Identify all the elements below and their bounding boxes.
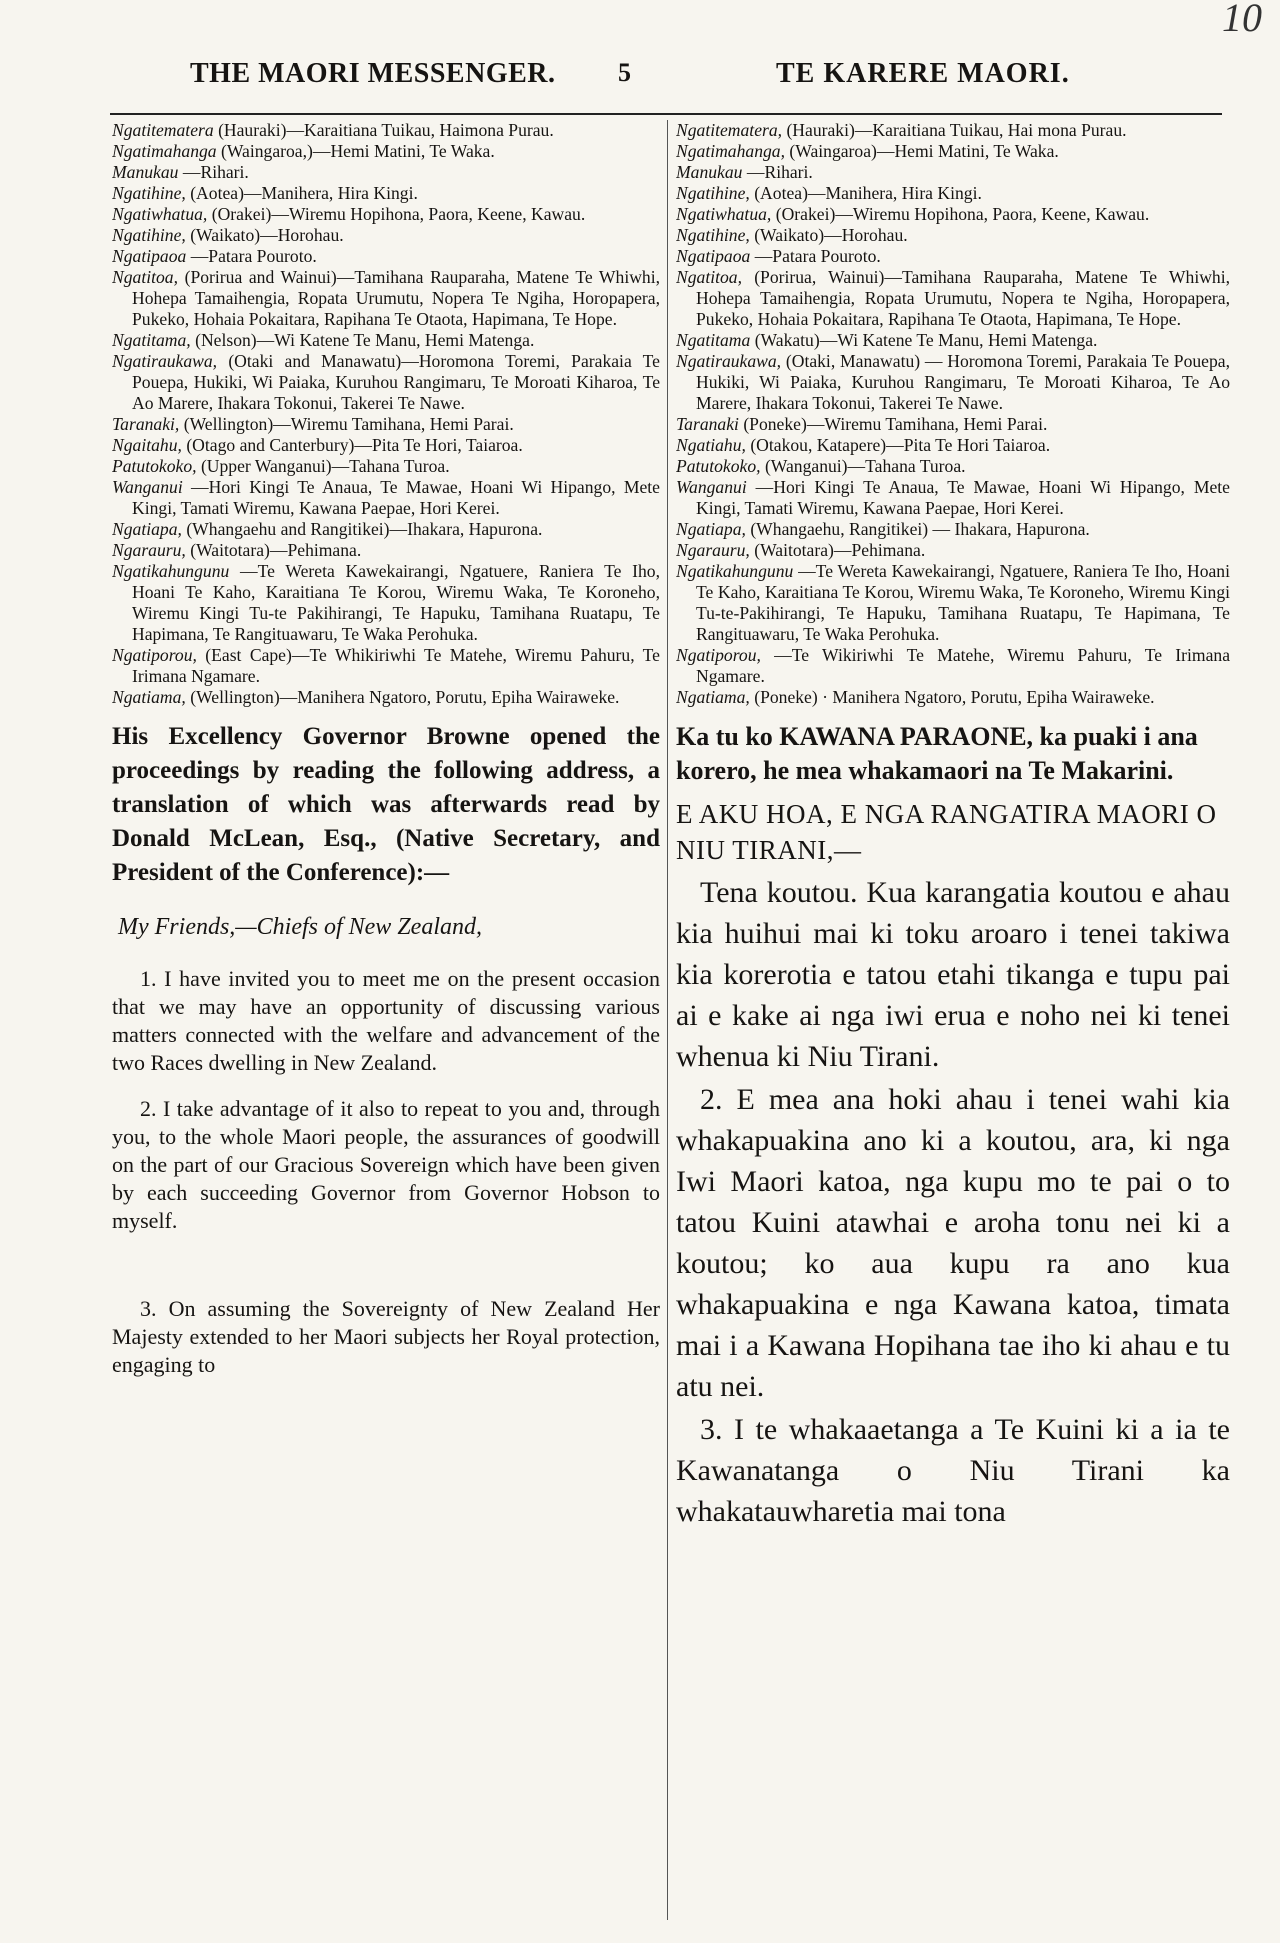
attendee-entry — [112, 540, 660, 561]
page-header — [110, 58, 1230, 98]
attendee-entry — [112, 162, 660, 183]
tribe-name: Manukau — [112, 162, 179, 182]
attendee-names: (Waingaroa)—Hemi Matini, Te Waka. — [789, 141, 1059, 161]
attendee-names: (Otakou, Katapere)—Pita Te Hori Taiaroa. — [750, 435, 1051, 455]
tribe-name: Ngatitematera, — [676, 120, 783, 140]
tribe-name: Ngatiwhatua, — [676, 204, 772, 224]
attendee-names: (Wanganui)—Tahana Turoa. — [764, 456, 966, 476]
attendee-entry — [676, 267, 1230, 330]
attendee-names: —Te Wikiriwhi Te Matehe, Wiremu Pahuru, Te Irimana Ngamare. — [696, 645, 1230, 686]
tribe-name: Patutokoko, — [112, 456, 197, 476]
tribe-name: Ngatikahungunu — [676, 561, 794, 581]
attendee-names: (Nelson)—Wi Katene Te Manu, Hemi Matenga. — [195, 330, 535, 350]
attendee-names: (Orakei)—Wiremu Hopihona, Paora, Keene, Kawau. — [211, 204, 586, 224]
attendee-names: (Waitotara)—Pehimana. — [190, 540, 362, 560]
attendee-entry — [112, 645, 660, 687]
attendee-names: (Porirua and Wainui)—Tamihana Rauparaha, Matene Te Whiwhi, Hohepa Tamaihengia, Ropata Urumutu, Nopera Te Ngiha, Horopapera, Pukeko, Hohaia Pokaitara, Rapihana Te Otaota, Hapimana, Te Hope. — [132, 267, 660, 329]
attendee-names: (Whangaehu and Rangitikei)—Ihakara, Hapurona. — [186, 519, 543, 539]
tribe-name: Ngatipaoa — [112, 246, 187, 266]
english-paragraph-3: 3. On assuming the Sovereignty of New Zealand Her Majesty extended to her Maori subjects her Royal protection, engaging to — [112, 1296, 660, 1377]
english-paragraph-2: 2. I take advantage of it also to repeat to you and, through you, to the whole Maori people, the assurances of goodwill on the part of our Gracious Sovereign which have been given by each succeeding Governor from Governor Hobson to myself. — [112, 1096, 660, 1233]
attendee-entry — [112, 561, 660, 645]
tribe-name: Ngatihine, — [676, 183, 750, 203]
attendee-names: (Aotea)—Manihera, Hira Kingi. — [754, 183, 982, 203]
tribe-name: Ngatitematera — [112, 120, 214, 140]
tribe-name: Ngatiraukawa, — [112, 351, 218, 371]
tribe-name: Ngatihine, — [676, 225, 750, 245]
attendee-entry — [676, 225, 1230, 246]
attendee-entry — [112, 519, 660, 540]
page-mark: 10 — [1222, 0, 1262, 40]
attendee-entry — [676, 141, 1230, 162]
tribe-name: Ngatihine, — [112, 225, 186, 245]
tribe-name: Taranaki, — [112, 414, 180, 434]
attendee-entry — [112, 351, 660, 414]
maori-attendee-list — [676, 120, 1230, 708]
maori-title: TE KARERE MAORI. — [776, 58, 1070, 89]
attendee-names: (Otaki, Manawatu) — Horomona Toremi, Parakaia Te Pouepa, Hukiki, Wi Paiaka, Kuruhou Rangimaru, Te Moroati Kiharoa, Te Ao Marere, Ihakara Tokonui, Takerei Te Nawe. — [696, 351, 1230, 413]
attendee-names: (Waikato)—Horohau. — [190, 225, 344, 245]
attendee-entry — [676, 687, 1230, 708]
tribe-name: Ngatiahu, — [676, 435, 746, 455]
attendee-names: (Aotea)—Manihera, Hira Kingi. — [190, 183, 418, 203]
attendee-entry — [676, 519, 1230, 540]
attendee-entry — [676, 204, 1230, 225]
attendee-entry — [676, 183, 1230, 204]
attendee-names: (Wellington)—Wiremu Tamihana, Hemi Parai. — [183, 414, 514, 434]
attendee-entry — [112, 246, 660, 267]
tribe-name: Patutokoko, — [676, 456, 761, 476]
attendee-names: (East Cape)—Te Whikiriwhi Te Matehe, Wiremu Pahuru, Te Irimana Ngamare. — [132, 645, 660, 686]
english-title: THE MAORI MESSENGER. — [190, 58, 556, 89]
attendee-names: (Wakatu)—Wi Katene Te Manu, Hemi Matenga. — [754, 330, 1098, 350]
attendee-entry — [112, 477, 660, 519]
attendee-entry — [676, 330, 1230, 351]
tribe-name: Wanganui — [676, 477, 747, 497]
attendee-entry — [676, 456, 1230, 477]
attendee-names: —Patara Pouroto. — [190, 246, 317, 266]
attendee-names: —Te Wereta Kawekairangi, Ngatuere, Raniera Te Iho, Hoani Te Kaho, Karaitiana Te Korou, Wiremu Waka, Te Koroneho, Wiremu Kingi Tu-te Pakihirangi, Te Hapuku, Tamihana Ruatapu, Te Hapimana, Te Rangituawaru, Te Waka Perohuka. — [132, 561, 660, 644]
tribe-name: Ngatipaoa — [676, 246, 751, 266]
tribe-name: Ngatiporou, — [112, 645, 197, 665]
tribe-name: Ngatiapa, — [112, 519, 182, 539]
tribe-name: Wanganui — [112, 477, 183, 497]
attendee-names: —Rihari. — [182, 162, 249, 182]
attendee-entry — [112, 435, 660, 456]
tribe-name: Ngatiraukawa, — [676, 351, 782, 371]
attendee-names: (Poneke) · Manihera Ngatoro, Porutu, Epiha Wairaweke. — [754, 687, 1155, 707]
tribe-name: Ngatitoa, — [676, 267, 742, 287]
attendee-names: —Rihari. — [746, 162, 813, 182]
tribe-name: Ngatihine, — [112, 183, 186, 203]
tribe-name: Ngatimahanga — [112, 141, 217, 161]
column-divider — [667, 120, 668, 1920]
tribe-name: Manukau — [676, 162, 743, 182]
header-rule — [110, 113, 1222, 115]
attendee-entry — [112, 267, 660, 330]
tribe-name: Ngatiporou, — [676, 645, 761, 665]
attendee-entry — [676, 561, 1230, 645]
tribe-name: Ngatitama — [676, 330, 751, 350]
attendee-entry — [112, 183, 660, 204]
attendee-entry — [112, 225, 660, 246]
attendee-names: (Poneke)—Wiremu Tamihana, Hemi Parai. — [743, 414, 1048, 434]
attendee-names: (Orakei)—Wiremu Hopihona, Paora, Keene, Kawau. — [775, 204, 1150, 224]
attendee-names: (Upper Wanganui)—Tahana Turoa. — [200, 456, 450, 476]
maori-paragraph-2: 2. E mea ana hoki ahau i tenei wahi kia whakapuakina ano ki a koutou, ara, ki nga Iwi Maori katoa, nga kupu mo te pai o to tatou Kuini atawhai e aroha tonu nei ki a koutou; ko aua kupu ra ano kua whakapuakina e nga Kawana katoa, timata mai i a Kawana Hopihana tae iho ki ahau e tu atu nei. — [676, 1083, 1230, 1403]
attendee-names: (Otago and Canterbury)—Pita Te Hori, Taiaroa. — [186, 435, 523, 455]
tribe-name: Ngatimahanga, — [676, 141, 785, 161]
attendee-names: (Waingaroa,)—Hemi Matini, Te Waka. — [221, 141, 495, 161]
maori-paragraph-3: 3. I te whakaaetanga a Te Kuini ki a ia te Kawanatanga o Niu Tirani ka whakatauwharetia mai tona — [676, 1413, 1230, 1528]
attendee-entry — [112, 141, 660, 162]
attendee-names: —Hori Kingi Te Anaua, Te Mawae, Hoani Wi Hipango, Mete Kingi, Tamati Wiremu, Kawana Paepae, Hori Kerei. — [132, 477, 660, 518]
tribe-name: Taranaki — [676, 414, 739, 434]
attendee-entry — [676, 414, 1230, 435]
attendee-entry — [676, 162, 1230, 183]
maori-paragraph-1: Tena koutou. Kua karangatia koutou e ahau kia huihui mai ki toku aroaro i tenei takiwa kia korerotia e tatou etahi tikanga e tupu pai ai e kake ai nga iwi erua e noho nei ki tenei whenua ki Niu Tirani. — [676, 876, 1230, 1073]
attendee-names: (Wellington)—Manihera Ngatoro, Porutu, Epiha Wairaweke. — [190, 687, 620, 707]
english-column — [112, 120, 660, 1920]
attendee-names: (Otaki and Manawatu)—Horomona Toremi, Parakaia Te Pouepa, Hukiki, Wi Paiaka, Kuruhou Rangimaru, Te Moroati Kiharoa, Te Ao Marere, Ihakara Tokonui, Takerei Te Nawe. — [132, 351, 660, 413]
attendee-entry — [112, 330, 660, 351]
attendee-names: —Hori Kingi Te Anaua, Te Mawae, Hoani Wi Hipango, Mete Kingi, Tamati Wiremu, Kawana Paepae, Hori Kerei. — [696, 477, 1230, 518]
tribe-name: Ngatiapa, — [676, 519, 746, 539]
attendee-entry — [676, 435, 1230, 456]
attendee-entry — [112, 456, 660, 477]
attendee-entry — [112, 414, 660, 435]
attendee-names: (Hauraki)—Karaitiana Tuikau, Hai mona Purau. — [786, 120, 1127, 140]
attendee-names: —Te Wereta Kawekairangi, Ngatuere, Raniera Te Iho, Hoani Te Kaho, Karaitiana Te Korou, Wiremu Waka, Te Koroneho, Wiremu Kingi Tu-te-Pakihirangi, Te Hapuku, Tamihana Ruatapu, Te Hapimana, Te Rangituawaru, Te Waka Perohuka. — [696, 561, 1230, 644]
tribe-name: Ngatiama, — [676, 687, 750, 707]
tribe-name: Ngatitama, — [112, 330, 191, 350]
attendee-entry — [676, 477, 1230, 519]
attendee-names: (Porirua, Wainui)—Tamihana Rauparaha, Matene Te Whiwhi, Hohepa Tamaihengia, Ropata Urumutu, Nopera te Ngiha, Horopapera, Pukeko, Hohaia Pokaitara, Rapihana Te Otaota, Hapimana, Te Hope. — [696, 267, 1230, 329]
tribe-name: Ngaitahu, — [112, 435, 182, 455]
tribe-name: Ngatitoa, — [112, 267, 178, 287]
tribe-name: Ngarauru, — [676, 540, 750, 560]
maori-column — [676, 120, 1230, 1920]
attendee-names: (Whangaehu, Rangitikei) — Ihakara, Hapurona. — [750, 519, 1090, 539]
attendee-names: —Patara Pouroto. — [754, 246, 881, 266]
attendee-entry — [676, 540, 1230, 561]
attendee-names: (Waitotara)—Pehimana. — [754, 540, 926, 560]
attendee-names: (Hauraki)—Karaitiana Tuikau, Haimona Purau. — [218, 120, 554, 140]
tribe-name: Ngatiama, — [112, 687, 186, 707]
page-number: 5 — [618, 58, 631, 87]
english-paragraph-1: 1. I have invited you to meet me on the present occasion that we may have an opportunity of discussing various matters connected with the welfare and advancement of the two Races dwelling in New Zealand. — [112, 966, 660, 1075]
english-attendee-list — [112, 120, 660, 708]
tribe-name: Ngarauru, — [112, 540, 186, 560]
attendee-entry — [676, 120, 1230, 141]
tribe-name: Ngatikahungunu — [112, 561, 230, 581]
tribe-name: Ngatiwhatua, — [112, 204, 208, 224]
english-lead-paragraph: His Excellency Governor Browne opened the proceedings by reading the following address, a translation of which was afterwards read by Donald McLean, Esq., (Native Secretary, and President of the Conference):— — [112, 723, 660, 886]
attendee-entry — [112, 120, 660, 141]
attendee-entry — [112, 204, 660, 225]
maori-heading: Ka tu ko KAWANA PARAONE, ka puaki i ana korero, he mea whakamaori na Te Makarini. — [676, 722, 1198, 785]
attendee-names: (Waikato)—Horohau. — [754, 225, 908, 245]
attendee-entry — [676, 246, 1230, 267]
attendee-entry — [676, 351, 1230, 414]
maori-address: E AKU HOA, E NGA RANGATIRA MAORI O NIU TIRANI,— — [676, 799, 1217, 865]
english-salutation: My Friends,—Chiefs of New Zealand, — [118, 914, 482, 940]
attendee-entry — [676, 645, 1230, 687]
attendee-entry — [112, 687, 660, 708]
